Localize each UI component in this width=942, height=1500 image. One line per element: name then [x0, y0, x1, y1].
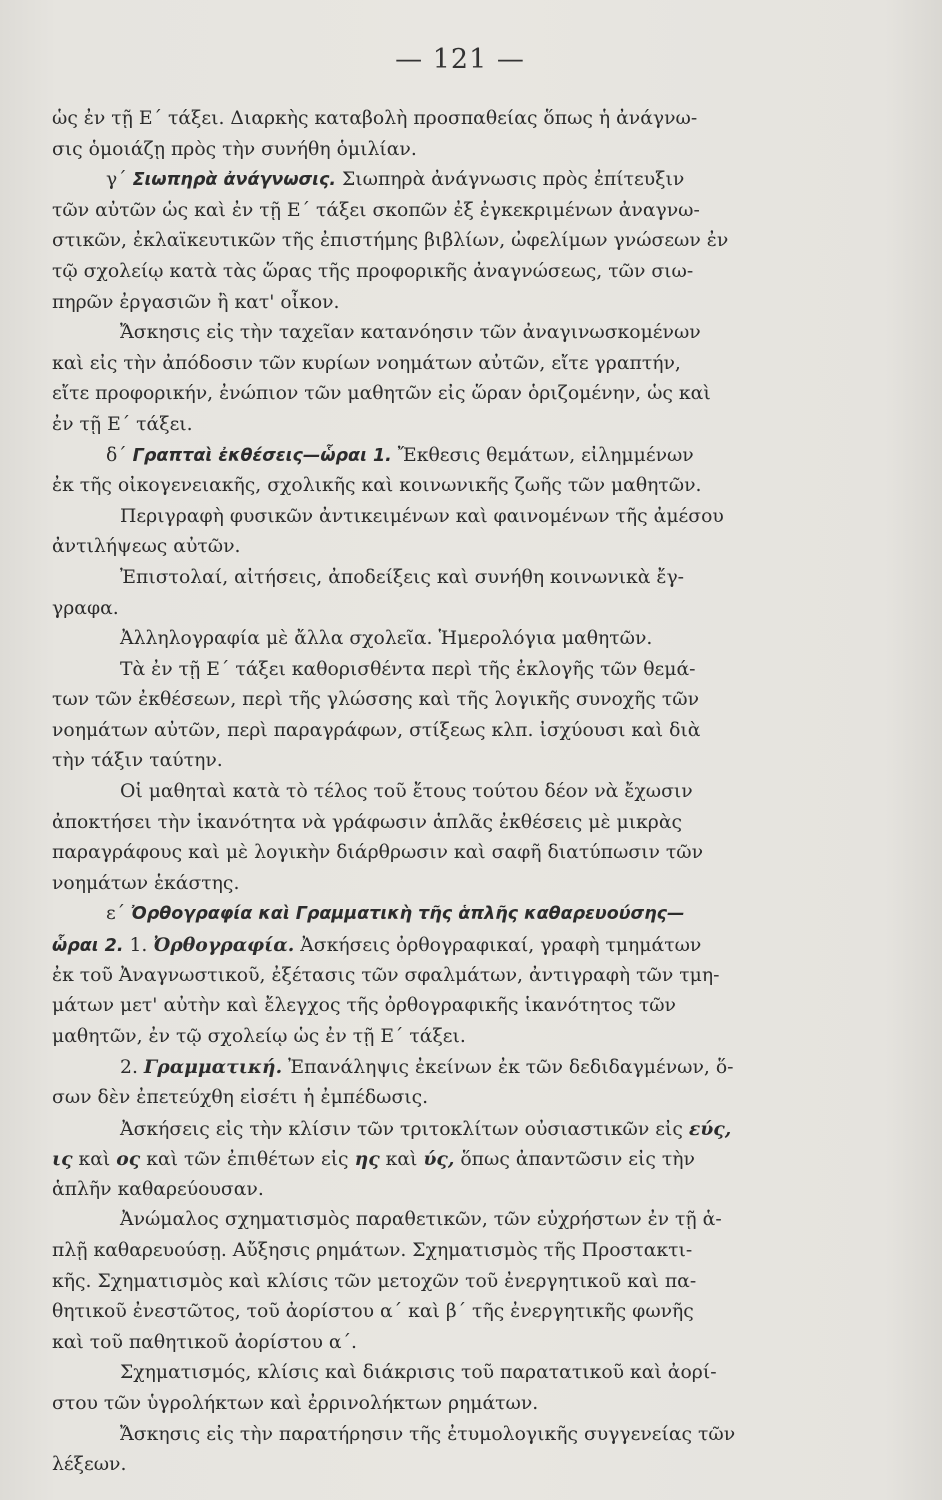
- section-heading-line: [52, 165, 822, 196]
- section-heading: Σιωπηρὰ ἀνάγνωσις.: [132, 170, 337, 191]
- body-text: [52, 104, 822, 1481]
- line-text: τῶν αὐτῶν ὡς καὶ ἐν τῇ Ε΄ τάξει σκοπῶν ἐξ ἐγκεκριμένων ἀναγνω-: [52, 199, 700, 221]
- text-line: [52, 1420, 822, 1451]
- line-text: τῷ σχολείῳ κατὰ τὰς ὥρας τῆς προφορικῆς ἀναγνώσεως, τῶν σιω-: [52, 260, 694, 282]
- text-line: [52, 594, 822, 625]
- text-line: [52, 226, 822, 257]
- suffix-term: ις: [52, 1148, 73, 1171]
- line-text: Τὰ ἐν τῇ Ε΄ τάξει καθορισθέντα περὶ τῆς ἐκλογῆς τῶν θεμά-: [120, 658, 696, 680]
- line-text: Οἱ μαθηταὶ κατὰ τὸ τέλος τοῦ ἔτους τούτου δέον νὰ ἔχωσιν: [120, 781, 693, 803]
- line-text: Ἐπανάληψις ἐκείνων ἐκ τῶν δεδιδαγμένων, ὅ-: [282, 1057, 734, 1079]
- text-line: [52, 349, 822, 380]
- text-line: [52, 196, 822, 227]
- line-text: 2.: [120, 1057, 144, 1079]
- text-line: [52, 1022, 822, 1053]
- hours-label: ὧραι 2.: [52, 936, 124, 957]
- text-line: [52, 410, 822, 441]
- line-text: καὶ: [72, 1149, 117, 1171]
- section-heading: Ὀρθογραφία καὶ Γραμματικὴ τῆς ἁπλῆς καθαρευούσης—: [131, 904, 685, 925]
- line-text: Ἀσκήσεις ὀρθογραφικαί, γραφὴ τμημάτων: [294, 935, 702, 957]
- line-text: ἐν τῇ Ε΄ τάξει.: [52, 413, 193, 435]
- line-text: Ἔκθεσις θεμάτων, εἰλημμένων: [391, 444, 694, 466]
- line-text: ἀντιλήψεως αὐτῶν.: [52, 536, 241, 558]
- line-text: πηρῶν ἐργασιῶν ἢ κατ' οἶκον.: [52, 291, 340, 313]
- text-line: [52, 930, 822, 961]
- text-line: [52, 1236, 822, 1267]
- section-heading-line: [52, 441, 822, 472]
- section-heading-line: [52, 899, 822, 930]
- text-line: [52, 624, 822, 655]
- line-text: παραγράφους καὶ μὲ λογικὴν διάρθρωσιν καὶ σαφῆ διατύπωσιν τῶν: [52, 842, 704, 864]
- text-line: [52, 991, 822, 1022]
- text-line: [52, 104, 822, 135]
- section-marker: δ΄: [106, 444, 133, 466]
- line-text: μάτων μετ' αὐτὴν καὶ ἔλεγχος τῆς ὀρθογραφικῆς ἱκανότητος τῶν: [52, 995, 676, 1017]
- line-text: μαθητῶν, ἐν τῷ σχολείῳ ὡς ἐν τῇ Ε΄ τάξει.: [52, 1025, 466, 1047]
- text-line: [52, 288, 822, 319]
- subsection-title: Ὀρθογραφία.: [153, 934, 295, 957]
- text-line: [52, 1267, 822, 1298]
- text-line: [52, 379, 822, 410]
- text-line: [52, 685, 822, 716]
- line-text: των τῶν ἐκθέσεων, περὶ τῆς γλώσσης καὶ τῆς λογικῆς συνοχῆς τῶν: [52, 689, 700, 711]
- line-text: Σχηματισμός, κλίσις καὶ διάκρισις τοῦ παρατατικοῦ καὶ ἀορί-: [120, 1362, 717, 1384]
- line-text: στου τῶν ὑγρολήκτων καὶ ἐρρινολήκτων ρημάτων.: [52, 1392, 539, 1414]
- line-text: κῆς. Σχηματισμὸς καὶ κλίσις τῶν μετοχῶν τοῦ ἐνεργητικοῦ καὶ πα-: [52, 1270, 697, 1292]
- text-line: [52, 1114, 822, 1145]
- line-text: σις ὁμοιάζῃ πρὸς τὴν συνήθη ὁμιλίαν.: [52, 138, 417, 160]
- line-text: γραφα.: [52, 597, 119, 619]
- text-line: [52, 135, 822, 166]
- text-line: [52, 1389, 822, 1420]
- text-line: [52, 746, 822, 777]
- text-line: [52, 869, 822, 900]
- line-text: Ἀνώμαλος σχηματισμὸς παραθετικῶν, τῶν εὐχρήστων ἐν τῇ ἁ-: [120, 1209, 722, 1231]
- section-marker: ε΄: [106, 903, 132, 925]
- line-text: στικῶν, ἐκλαϊκευτικῶν τῆς ἐπιστήμης βιβλίων, ὠφελίμων γνώσεων ἐν: [52, 230, 729, 252]
- subsection-title: Γραμματική.: [143, 1056, 283, 1079]
- line-text: καὶ εἰς τὴν ἀπόδοσιν τῶν κυρίων νοημάτων αὐτῶν, εἴτε γραπτήν,: [52, 352, 681, 374]
- text-line: [52, 1297, 822, 1328]
- line-text: Ἀσκήσεις εἰς τὴν κλίσιν τῶν τριτοκλίτων οὐσιαστικῶν εἰς: [120, 1118, 689, 1140]
- text-line: [52, 1358, 822, 1389]
- text-line: [52, 838, 822, 869]
- text-line: [52, 1175, 822, 1206]
- text-line: [52, 655, 822, 686]
- line-text: νοημάτων ἑκάστης.: [52, 872, 240, 894]
- suffix-term: ύς,: [423, 1148, 455, 1171]
- text-line: [52, 716, 822, 747]
- line-text: σων δὲν ἐπετεύχθη εἰσέτι ἡ ἐμπέδωσις.: [52, 1087, 429, 1108]
- line-text: Σιωπηρὰ ἀνάγνωσις πρὸς ἐπίτευξιν: [336, 169, 685, 191]
- line-text: καὶ: [379, 1149, 424, 1171]
- line-text: Ἀλληλογραφία μὲ ἄλλα σχολεῖα. Ἡμερολόγια μαθητῶν.: [120, 628, 653, 650]
- page-number: — 121 —: [395, 44, 525, 75]
- line-text: ἐκ τοῦ Ἀναγνωστικοῦ, ἐξέτασις τῶν σφαλμάτων, ἀντιγραφὴ τῶν τμη-: [52, 964, 720, 986]
- line-text: καὶ τῶν ἐπιθέτων εἰς: [140, 1149, 355, 1171]
- line-text: ἀποκτήσει τὴν ἱκανότητα νὰ γράφωσιν ἁπλᾶς ἐκθέσεις μὲ μικρὰς: [52, 811, 683, 833]
- line-text: θητικοῦ ἐνεστῶτος, τοῦ ἀορίστου α΄ καὶ β΄ τῆς ἐνεργητικῆς φωνῆς: [52, 1301, 694, 1323]
- line-text: Περιγραφὴ φυσικῶν ἀντικειμένων καὶ φαινομένων τῆς ἀμέσου: [120, 505, 724, 527]
- line-text: καὶ τοῦ παθητικοῦ ἀορίστου α΄.: [52, 1331, 357, 1353]
- text-line: [52, 532, 822, 563]
- text-line: [52, 777, 822, 808]
- line-text: ἐκ τῆς οἰκογενειακῆς, σχολικῆς καὶ κοινωνικῆς ζωῆς τῶν μαθητῶν.: [52, 475, 702, 497]
- text-line: [52, 1328, 822, 1359]
- line-text: Ἐπιστολαί, αἰτήσεις, ἀποδείξεις καὶ συνήθη κοινωνικὰ ἔγ-: [120, 566, 685, 588]
- line-text: 1.: [123, 935, 154, 957]
- section-heading: Γραπταὶ ἐκθέσεις—ὧραι 1.: [132, 445, 392, 466]
- text-line: [52, 961, 822, 992]
- text-line: [52, 471, 822, 502]
- text-line: [52, 1083, 822, 1114]
- text-line: [52, 1205, 822, 1236]
- suffix-term: ης: [354, 1148, 380, 1171]
- line-text: λέξεων.: [52, 1454, 127, 1476]
- text-line: [52, 318, 822, 349]
- line-text: ὅπως ἀπαντῶσιν εἰς τὴν: [454, 1149, 695, 1171]
- line-text: ἁπλῆν καθαρεύουσαν.: [52, 1178, 264, 1200]
- text-line: [52, 808, 822, 839]
- suffix-term: ος: [116, 1148, 141, 1171]
- text-line: [52, 1450, 822, 1481]
- line-text: Ἄσκησις εἰς τὴν παρατήρησιν τῆς ἐτυμολογικῆς συγγενείας τῶν: [120, 1423, 736, 1445]
- line-text: ὡς ἐν τῇ Ε΄ τάξει. Διαρκὴς καταβολὴ προσπαθείας ὅπως ἡ ἀνάγνω-: [52, 108, 698, 129]
- text-line: [52, 1052, 822, 1083]
- text-line: [52, 1144, 822, 1175]
- line-text: νοημάτων αὐτῶν, περὶ παραγράφων, στίξεως κλπ. ἰσχύουσι καὶ διὰ: [52, 719, 701, 741]
- line-text: Ἄσκησις εἰς τὴν ταχεῖαν κατανόησιν τῶν ἀναγινωσκομένων: [120, 322, 701, 344]
- text-line: [52, 257, 822, 288]
- line-text: πλῇ καθαρευούσῃ. Αὔξησις ρημάτων. Σχηματισμὸς τῆς Προστακτι-: [52, 1239, 693, 1261]
- line-text: εἴτε προφορικήν, ἐνώπιον τῶν μαθητῶν εἰς ὥραν ὁριζομένην, ὡς καὶ: [52, 383, 711, 405]
- text-line: [52, 502, 822, 533]
- line-text: τὴν τάξιν ταύτην.: [52, 750, 223, 772]
- section-marker: γ΄: [106, 169, 133, 191]
- suffix-term: εύς,: [688, 1117, 732, 1140]
- text-line: [52, 563, 822, 594]
